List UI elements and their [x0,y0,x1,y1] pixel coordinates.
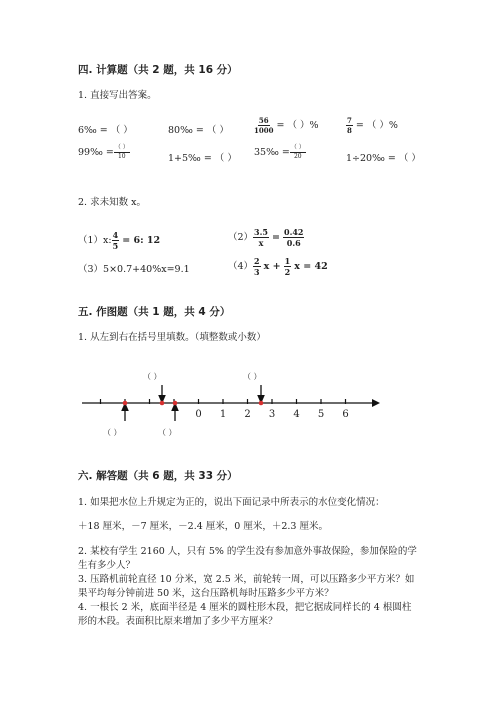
red-point-1 [123,401,128,406]
tick-label: 6 [342,409,349,420]
calc-1-plus-5-permil: 1+5‰ = （ ） [168,153,237,164]
question-6-4-line-1: 4. 一根长 2 米，底面半径是 4 厘米的圆柱形木段，把它据成同样长的 4 根圆柱 [78,602,412,613]
calc-1-div-20-permil: 1÷20‰ = （ ） [346,153,421,164]
equation-4: （4） $\frac{2}{3}$ x + $\frac{1}{2}$ x = 42 [228,256,328,277]
calc-35-permil: 35‰ = $\frac{( )}{20}$ [254,144,305,160]
calc-7-over-8: $\frac{7}{8}$ = （ ）% [347,116,398,135]
question-6-2-line-2: 生有多少人？ [78,560,136,571]
question-5-1: 1. 从左到右在括号里填数。（填整数或小数） [78,332,266,343]
question-4-1: 1. 直接写出答案。 [78,90,157,101]
equation-2: （2） $\frac{3.5}{x}$ = $\frac{0.42}{0.6}$ [228,227,304,248]
answer-blank-bottom-2[interactable]: （ ） [158,428,177,437]
question-6-3-line-2: 果平均每分钟前进 50 米，这台压路机每时压路多少平方米？ [78,588,334,599]
tick-label: 0 [195,409,202,420]
tick-label: 3 [268,409,276,420]
question-6-1: 1. 如果把水位上升规定为正的，说出下面记录中所表示的水位变化情况： [78,497,385,508]
tick-label: 5 [317,409,325,420]
red-point-4 [259,401,264,406]
section-5-title: 五. 作图题（共 1 题，共 4 分） [78,306,231,318]
tick-label: 4 [293,409,300,420]
question-6-1-values: ＋18 厘米，－7 厘米，－2.4 厘米，0 厘米，＋2.3 厘米。 [78,521,328,532]
tick-labels [195,409,348,420]
calc-80-permil: 80‰ = （ ） [168,125,229,136]
red-point-2 [160,401,165,406]
equation-3: （3）5×0.7+40%x=9.1 [78,264,190,275]
calc-56-over-1000: $\frac{56}{1000}$ = （ ）% [254,116,319,135]
calc-6-permil: 6‰ = （ ） [78,125,133,136]
tick-label: 2 [244,409,251,420]
equation-1: （1）x: $\frac{4}{5}$ = 6: 12 [78,230,161,251]
section-4-title: 四. 计算题（共 2 题，共 16 分） [78,64,238,76]
answer-blank-top-1[interactable]: （ ） [143,372,162,381]
axis-arrowhead [372,399,380,407]
red-point-3 [173,401,178,406]
question-6-2-line-1: 2. 某校有学生 2160 人，只有 5% 的学生没有参加意外事故保险，参加保险的学 [78,546,417,557]
tick-label: 1 [219,409,227,420]
question-6-3-line-1: 3. 压路机前轮直径 10 分米，宽 2.5 米，前轮转一周，可以压路多少平方米？如 [78,574,415,585]
question-6-4-line-2: 形的木段。表面积比原来增加了多少平方厘米？ [78,616,278,627]
calc-99-permil: 99‰ = $\frac{( )}{10}$ [78,144,129,160]
answer-blank-bottom-1[interactable]: （ ） [103,428,122,437]
question-4-2: 2. 求未知数 x。 [78,197,146,208]
answer-blank-top-2[interactable]: （ ） [243,372,262,381]
section-6-title: 六. 解答题（共 6 题，共 33 分） [78,470,238,482]
